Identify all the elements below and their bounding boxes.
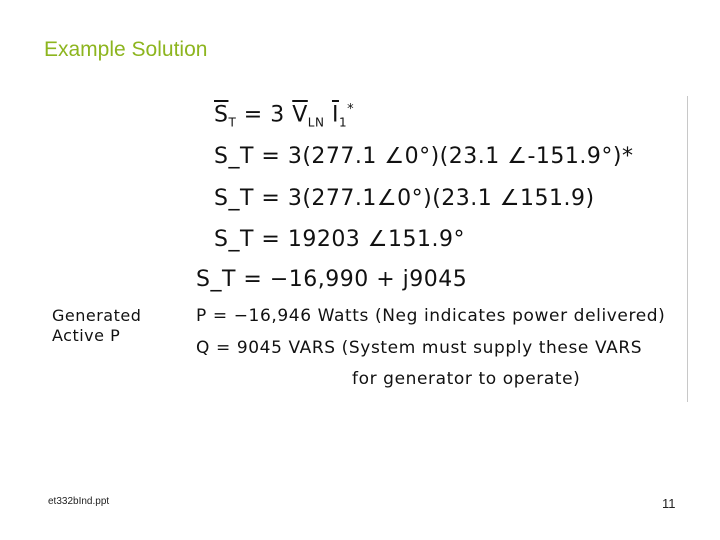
right-divider [687,96,688,402]
q-line: Q = 9045 VARS (System must supply these VARS [196,338,643,358]
equation-line-4: S_T = 19203 ∠151.9° [214,227,466,252]
page-number: 11 [662,496,676,511]
equation-line-1: $\overline{S}_T = 3$ $\overline{V}_{LN}$ $\overline{I}_1^*$ [214,102,355,130]
equation-line-3: S_T = 3(277.1∠0°)(23.1 ∠151.9) [214,186,595,211]
equation-line-5: S_T = −16,990 + j9045 [196,267,468,292]
footer-filename: et332bInd.ppt [48,496,110,507]
generated-active-p-label: Generated Active P [52,306,142,345]
q-line-continued: for generator to operate) [352,369,581,389]
slide-title: Example Solution [44,38,208,61]
equation-line-2: S_T = 3(277.1 ∠0°)(23.1 ∠-151.9°)* [214,144,634,169]
p-line: P = −16,946 Watts (Neg indicates power delivered) [196,306,666,326]
